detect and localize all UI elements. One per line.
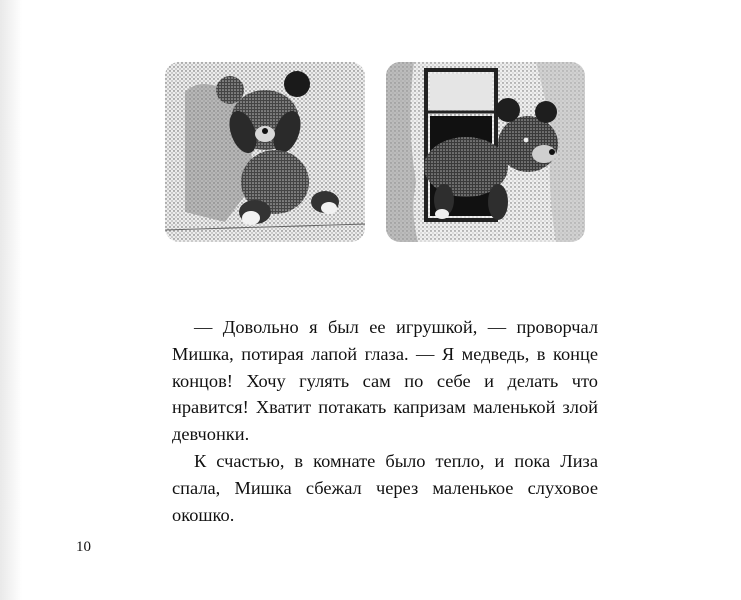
story-text	[172, 314, 598, 528]
paragraph: К счастью, в комнате было тепло, и пока Лиза спала, Мишка сбежал через маленькое слуховое окошко.	[172, 450, 598, 525]
paragraph: — Довольно я был ее игрушкой, — проворчал Мишка, потирая лапой глаза. — Я медведь, в конце концов! Хочу гулять сам по себе и делать что нравится! Хватит потакать капризам маленькой злой девчонки.	[172, 317, 598, 445]
illustration-bear-leaving-window	[386, 62, 585, 242]
teddy-bear-sitting-icon	[165, 62, 365, 242]
page-number: 10	[76, 539, 91, 555]
page-spine-shadow	[0, 0, 22, 600]
illustration-bear-rubbing-eyes	[165, 62, 365, 242]
teddy-bear-window-icon	[386, 62, 585, 242]
